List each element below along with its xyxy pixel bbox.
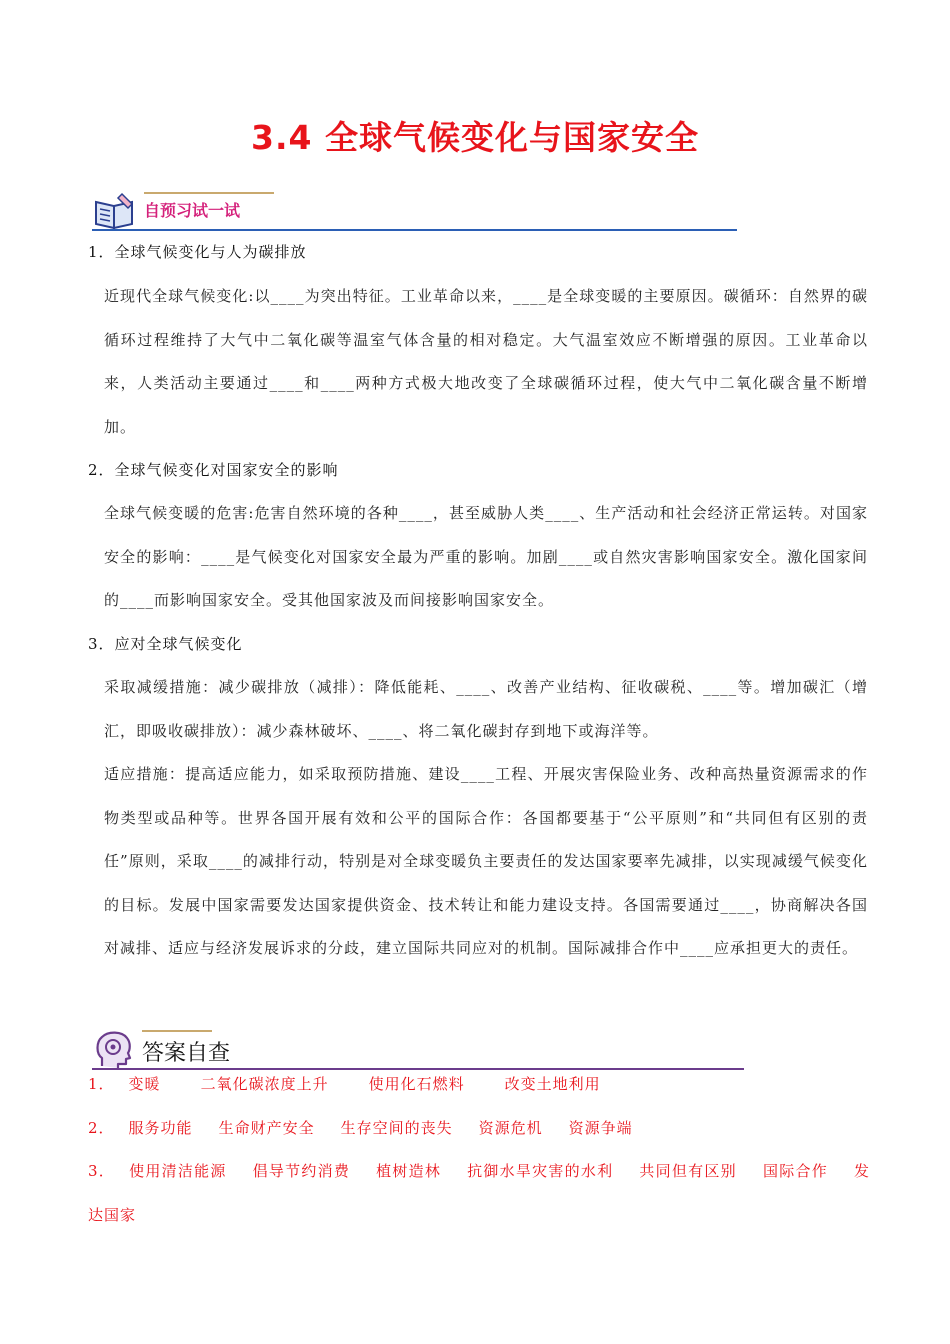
- header-accent-line: [142, 1030, 212, 1032]
- preview-section-label: 自预习试一试: [144, 201, 241, 220]
- header-accent-line: [144, 192, 274, 194]
- answer-item: 倡导节约消费: [252, 1162, 351, 1180]
- answer-row-1: [88, 1063, 870, 1107]
- answer-item: 抗御水旱灾害的水利: [467, 1162, 614, 1180]
- answer-item: 植树造林: [376, 1162, 442, 1180]
- section-1-paragraph: 近现代全球气候变化:以____为突出特征。工业革命以来，____是全球变暖的主要原因。碳循环：自然界的碳循环过程维持了大气中二氧化碳等温室气体含量的相对稳定。大气温室效应不断增强的原因。工业革命以来，人类活动主要通过____和____两种方式极大地改变了全球碳循环过程，使大气中二氧化碳含量不断增加。: [104, 287, 868, 436]
- section-3-paragraph-1: 采取减缓措施：减少碳排放（减排）：降低能耗、____、改善产业结构、征收碳税、____等。增加碳汇（增汇，即吸收碳排放）：减少森林破坏、____、将二氧化碳封存到地下或海洋等。: [104, 678, 868, 740]
- answer-number: 2．: [88, 1119, 115, 1137]
- section-3-paragraph-2: 适应措施：提高适应能力，如采取预防措施、建设____工程、开展灾害保险业务、改种高热量资源需求的作物类型或品种等。世界各国开展有效和公平的国际合作：各国都要基于“公平原则”和“共同但有区别的责任”原则，采取____的减排行动，特别是对全球变暖负主要责任的发达国家要率先减排，以实现减缓气候变化的目标。发展中国家需要发达国家提供资金、技术转让和能力建设支持。各国需要通过____，协商解决各国对减排、适应与经济发展诉求的分歧，建立国际共同应对的机制。国际减排合作中____应承担更大的责任。: [104, 765, 868, 957]
- answer-item: 使用化石燃料: [368, 1075, 465, 1093]
- answer-item: 资源争端: [568, 1119, 633, 1137]
- section-3-heading: 3．应对全球气候变化: [88, 635, 243, 653]
- answer-item: 服务功能: [128, 1119, 193, 1137]
- answer-item: 二氧化碳浓度上升: [200, 1075, 329, 1093]
- section-2-paragraph: 全球气候变暖的危害:危害自然环境的各种____，甚至威胁人类____、生产活动和社会经济正常运转。对国家安全的影响：____是气候变化对国家安全最为严重的影响。加剧____或自然灾害影响国家安全。激化国家间的____而影响国家安全。受其他国家波及而间接影响国家安全。: [104, 504, 868, 609]
- answer-item: 资源危机: [478, 1119, 543, 1137]
- page-title: 3.4 全球气候变化与国家安全: [251, 118, 699, 157]
- answer-item: 改变土地利用: [504, 1075, 601, 1093]
- answer-item: 共同但有区别: [639, 1162, 737, 1180]
- answer-item: 发达国家: [88, 1162, 870, 1224]
- section-1-heading: 1．全球气候变化与人为碳排放: [88, 243, 307, 261]
- answer-item: 生存空间的丧失: [340, 1119, 453, 1137]
- answer-row-2: [88, 1107, 870, 1151]
- answer-item: 国际合作: [762, 1162, 828, 1180]
- answer-row-3: [88, 1150, 870, 1237]
- answer-item: 变暖: [128, 1075, 161, 1093]
- book-icon: [92, 190, 138, 232]
- answer-item: 使用清洁能源: [129, 1162, 227, 1180]
- preview-section-header: [92, 190, 752, 234]
- preview-section-divider: [92, 229, 737, 231]
- answer-number: 1．: [88, 1075, 115, 1093]
- answers-section-label: 答案自查: [142, 1041, 231, 1066]
- answer-number: 3．: [88, 1162, 116, 1180]
- answer-item: 生命财产安全: [218, 1119, 315, 1137]
- section-2-heading: 2．全球气候变化对国家安全的影响: [88, 461, 339, 479]
